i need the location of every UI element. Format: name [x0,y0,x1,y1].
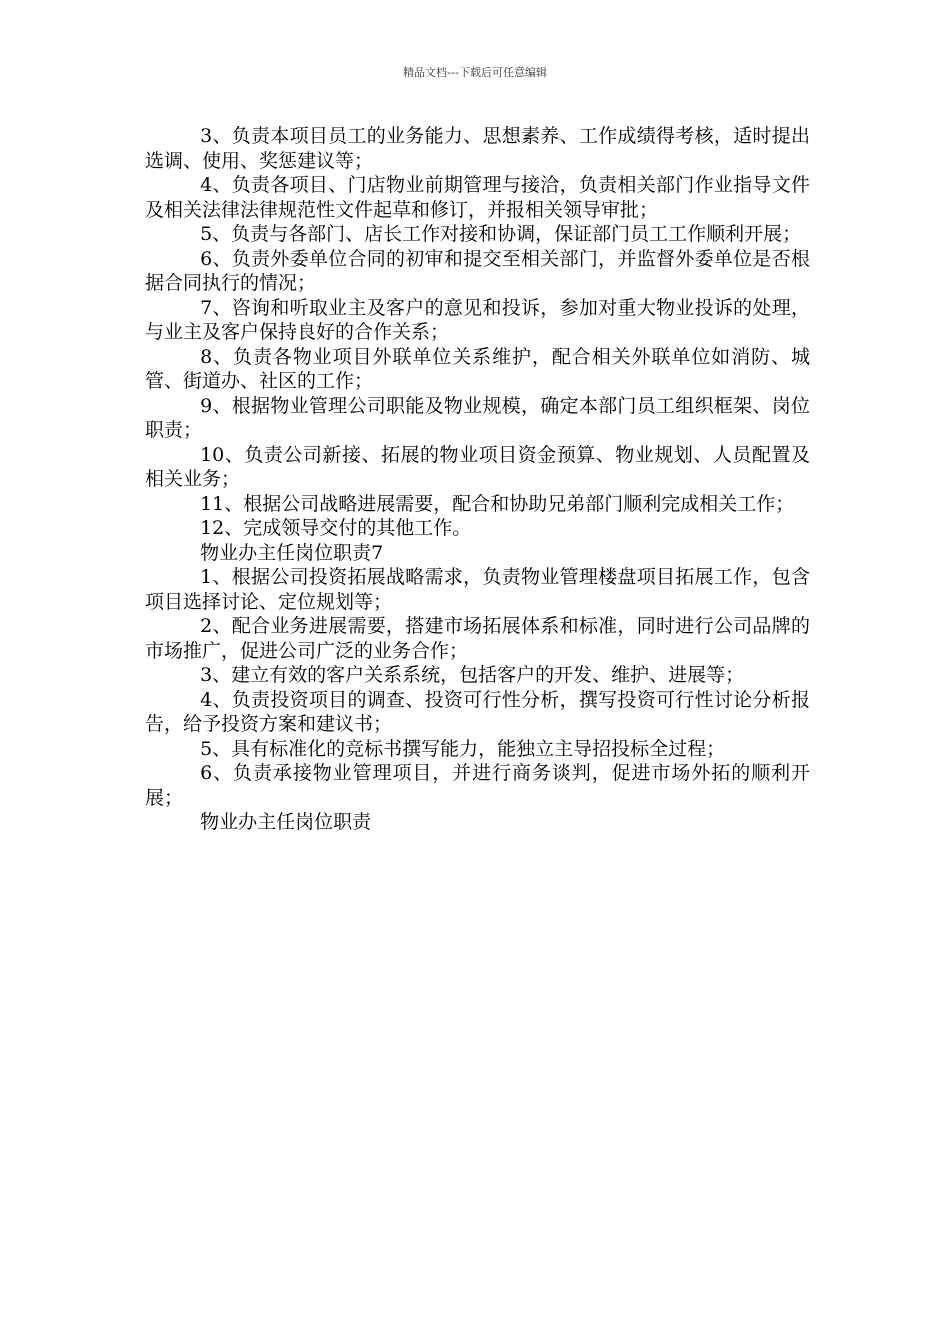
paragraph-duty-3: 3、负责本项目员工的业务能力、思想素养、工作成绩得考核，适时提出选调、使用、奖惩建议等； [145,125,810,172]
section-heading-next: 物业办主任岗位职责 [200,811,372,833]
paragraph-duty-5: 5、负责与各部门、店长工作对接和协调，保证部门员工工作顺利开展； [200,223,802,245]
paragraph-duty-6: 6、负责外委单位合同的初审和提交至相关部门，并监督外委单位是否根据合同执行的情况； [145,247,810,294]
paragraph-duty-7: 7、咨询和听取业主及客户的意见和投诉，参加对重大物业投诉的处理，与业主及客户保持良好的合作关系； [145,296,810,343]
paragraph-section7-duty-4: 4、负责投资项目的调查、投资可行性分析，撰写投资可行性讨论分析报告，给予投资方案和建议书； [145,688,810,735]
paragraph-duty-10: 10、负责公司新接、拓展的物业项目资金预算、物业规划、人员配置及相关业务； [145,443,810,490]
paragraph-duty-9: 9、根据物业管理公司职能及物业规模，确定本部门员工组织框架、岗位职责； [145,394,810,441]
document-body [145,124,810,835]
section-heading-7: 物业办主任岗位职责7 [200,541,384,564]
paragraph-section7-duty-2: 2、配合业务进展需要，搭建市场拓展体系和标准，同时进行公司品牌的市场推广，促进公司广泛的业务合作； [145,615,810,662]
page-header: 精品文档---下载后可任意编辑 [403,66,547,79]
paragraph-section7-duty-6: 6、负责承接物业管理项目，并进行商务谈判，促进市场外拓的顺利开展； [145,762,810,809]
paragraph-section7-duty-3: 3、建立有效的客户关系系统，包括客户的开发、维护、进展等； [200,664,745,686]
paragraph-duty-11: 11、根据公司战略进展需要，配合和协助兄弟部门顺利完成相关工作； [200,492,795,515]
paragraph-section7-duty-5: 5、具有标准化的竞标书撰写能力，能独立主导招投标全过程； [200,737,726,760]
paragraph-section7-duty-1: 1、根据公司投资拓展战略需求，负责物业管理楼盘项目拓展工作，包含项目选择讨论、定位规划等； [145,566,810,613]
paragraph-duty-8: 8、负责各物业项目外联单位关系维护，配合相关外联单位如消防、城管、街道办、社区的工作； [145,345,810,392]
paragraph-duty-12: 12、完成领导交付的其他工作。 [200,517,472,539]
paragraph-duty-4: 4、负责各项目、门店物业前期管理与接洽，负责相关部门作业指导文件及相关法律法律规范性文件起草和修订，并报相关领导审批； [145,174,810,221]
